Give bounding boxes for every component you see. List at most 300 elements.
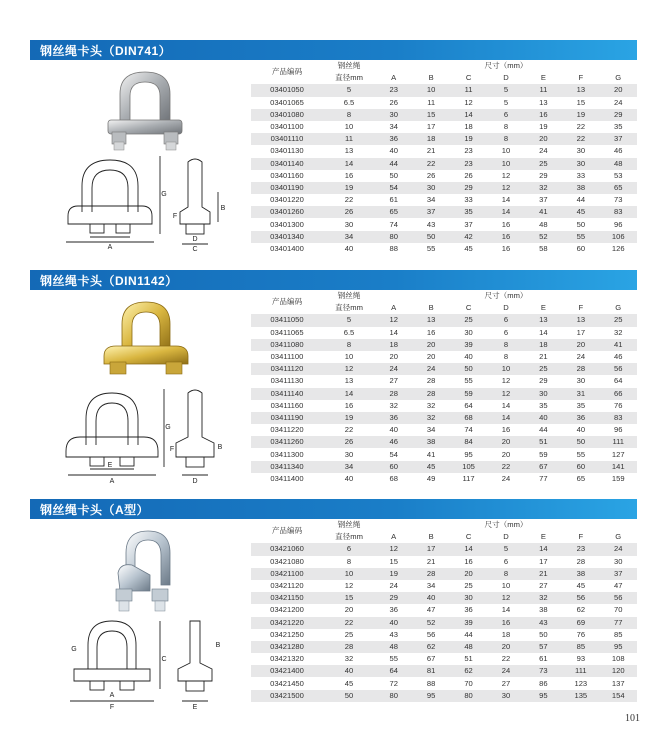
cell-b: 49 [412, 473, 449, 485]
cell-g: 53 [600, 170, 637, 182]
cell-g: 37 [600, 133, 637, 145]
cell-f: 31 [562, 388, 599, 400]
cell-e: 29 [525, 375, 562, 387]
cell-a: 55 [375, 653, 412, 665]
header-rope-bottom: 直径mm [323, 72, 375, 84]
cell-rope-diameter: 30 [323, 448, 375, 460]
cell-g: 85 [600, 629, 637, 641]
header-rope-top: 钢丝绳 [323, 290, 375, 302]
cell-a: 80 [375, 231, 412, 243]
cell-a: 34 [375, 121, 412, 133]
type-a-technical-drawing [60, 611, 232, 711]
cell-rope-diameter: 11 [323, 133, 375, 145]
cell-c: 30 [450, 327, 487, 339]
cell-f: 30 [562, 158, 599, 170]
table-body [251, 84, 637, 255]
cell-e: 35 [525, 400, 562, 412]
section-title: 钢丝绳卡头（DIN1142） [40, 274, 178, 288]
cell-g: 48 [600, 158, 637, 170]
cell-rope-diameter: 12 [323, 580, 375, 592]
header-f: F [562, 531, 599, 543]
cell-b: 20 [412, 351, 449, 363]
cell-a: 36 [375, 412, 412, 424]
cell-d: 6 [487, 556, 524, 568]
dim-label-f: F [169, 446, 175, 453]
cell-code: 03401100 [251, 121, 323, 133]
cell-a: 24 [375, 363, 412, 375]
table-row [251, 424, 637, 436]
cell-g: 96 [600, 424, 637, 436]
cell-code: 03421400 [251, 665, 323, 677]
cell-f: 65 [562, 473, 599, 485]
table-row [251, 568, 637, 580]
cell-g: 56 [600, 363, 637, 375]
table-row [251, 339, 637, 351]
cell-a: 19 [375, 568, 412, 580]
table-row [251, 133, 637, 145]
cell-e: 30 [525, 388, 562, 400]
cell-a: 32 [375, 400, 412, 412]
cell-c: 29 [450, 182, 487, 194]
cell-b: 30 [412, 182, 449, 194]
cell-code: 03421220 [251, 617, 323, 629]
dim-label-c: C [161, 656, 167, 663]
cell-d: 22 [487, 461, 524, 473]
cell-a: 18 [375, 339, 412, 351]
cell-a: 54 [375, 448, 412, 460]
cell-c: 14 [450, 543, 487, 555]
table-row [251, 461, 637, 473]
cell-f: 22 [562, 121, 599, 133]
cell-a: 72 [375, 677, 412, 689]
cell-e: 24 [525, 145, 562, 157]
cell-b: 17 [412, 543, 449, 555]
cell-f: 76 [562, 629, 599, 641]
table-row [251, 665, 637, 677]
cell-code: 03401220 [251, 194, 323, 206]
cell-a: 64 [375, 665, 412, 677]
cell-rope-diameter: 25 [323, 629, 375, 641]
cell-code: 03411080 [251, 339, 323, 351]
header-rope-top: 钢丝绳 [323, 60, 375, 72]
cell-d: 8 [487, 339, 524, 351]
cell-b: 62 [412, 641, 449, 653]
cell-rope-diameter: 16 [323, 170, 375, 182]
cell-f: 15 [562, 97, 599, 109]
header-a: A [375, 72, 412, 84]
table-row [251, 448, 637, 460]
table-row [251, 145, 637, 157]
cell-e: 40 [525, 412, 562, 424]
table-row [251, 351, 637, 363]
cell-rope-diameter: 13 [323, 145, 375, 157]
cell-code: 03421120 [251, 580, 323, 592]
cell-e: 32 [525, 592, 562, 604]
cell-c: 33 [450, 194, 487, 206]
cell-d: 22 [487, 653, 524, 665]
cell-d: 12 [487, 170, 524, 182]
header-product-code: 产品编码 [251, 60, 323, 84]
cell-a: 12 [375, 543, 412, 555]
cell-f: 36 [562, 412, 599, 424]
cell-b: 34 [412, 424, 449, 436]
cell-b: 17 [412, 121, 449, 133]
cell-c: 23 [450, 145, 487, 157]
cell-e: 16 [525, 109, 562, 121]
table-row [251, 84, 637, 96]
cell-code: 03401160 [251, 170, 323, 182]
cell-b: 32 [412, 412, 449, 424]
cell-d: 6 [487, 314, 524, 326]
cell-d: 5 [487, 543, 524, 555]
table-row [251, 231, 637, 243]
cell-b: 26 [412, 170, 449, 182]
cell-b: 45 [412, 461, 449, 473]
cell-a: 88 [375, 243, 412, 255]
cell-g: 154 [600, 690, 637, 702]
cell-rope-diameter: 5 [323, 314, 375, 326]
cell-b: 22 [412, 158, 449, 170]
cell-b: 52 [412, 617, 449, 629]
cell-e: 38 [525, 604, 562, 616]
header-c: C [450, 72, 487, 84]
cell-f: 45 [562, 206, 599, 218]
cell-e: 18 [525, 339, 562, 351]
cell-f: 50 [562, 218, 599, 230]
cell-g: 83 [600, 206, 637, 218]
table-row [251, 629, 637, 641]
dim-label-e: E [192, 704, 198, 711]
spec-table-type-a [251, 519, 637, 702]
table-row [251, 206, 637, 218]
cell-d: 20 [487, 641, 524, 653]
cell-rope-diameter: 10 [323, 568, 375, 580]
cell-a: 28 [375, 388, 412, 400]
table-row [251, 677, 637, 689]
cell-code: 03411140 [251, 388, 323, 400]
dim-label-b: B [220, 205, 226, 212]
table-row [251, 604, 637, 616]
section-header [30, 40, 637, 60]
cell-a: 54 [375, 182, 412, 194]
cell-d: 16 [487, 617, 524, 629]
wire-rope-clip-din741-photo [90, 64, 200, 154]
cell-g: 95 [600, 641, 637, 653]
cell-a: 27 [375, 375, 412, 387]
cell-a: 44 [375, 158, 412, 170]
cell-a: 24 [375, 580, 412, 592]
table-row [251, 158, 637, 170]
cell-d: 18 [487, 629, 524, 641]
cell-a: 68 [375, 473, 412, 485]
cell-d: 27 [487, 677, 524, 689]
table-row [251, 556, 637, 568]
cell-g: 106 [600, 231, 637, 243]
cell-f: 55 [562, 448, 599, 460]
cell-b: 28 [412, 388, 449, 400]
cell-c: 74 [450, 424, 487, 436]
section-header [30, 270, 637, 290]
cell-f: 19 [562, 109, 599, 121]
dim-label-e: E [107, 462, 113, 469]
dim-label-f: F [172, 213, 178, 220]
cell-g: 47 [600, 580, 637, 592]
cell-f: 69 [562, 617, 599, 629]
table-row [251, 436, 637, 448]
cell-c: 16 [450, 556, 487, 568]
cell-b: 95 [412, 690, 449, 702]
cell-e: 51 [525, 436, 562, 448]
cell-f: 111 [562, 665, 599, 677]
cell-c: 62 [450, 665, 487, 677]
cell-c: 50 [450, 363, 487, 375]
cell-code: 03411050 [251, 314, 323, 326]
page-number: 101 [625, 713, 640, 724]
cell-d: 16 [487, 243, 524, 255]
cell-e: 32 [525, 182, 562, 194]
cell-e: 73 [525, 665, 562, 677]
cell-e: 37 [525, 194, 562, 206]
cell-d: 12 [487, 388, 524, 400]
cell-f: 23 [562, 543, 599, 555]
cell-c: 36 [450, 604, 487, 616]
dim-label-f: F [109, 704, 115, 711]
cell-d: 16 [487, 218, 524, 230]
cell-b: 24 [412, 363, 449, 375]
cell-f: 38 [562, 568, 599, 580]
cell-f: 38 [562, 182, 599, 194]
cell-e: 67 [525, 461, 562, 473]
cell-code: 03411130 [251, 375, 323, 387]
cell-a: 46 [375, 436, 412, 448]
cell-g: 32 [600, 327, 637, 339]
section-header [30, 499, 637, 519]
cell-g: 25 [600, 314, 637, 326]
cell-rope-diameter: 22 [323, 424, 375, 436]
cell-rope-diameter: 22 [323, 194, 375, 206]
cell-d: 10 [487, 580, 524, 592]
cell-f: 56 [562, 592, 599, 604]
cell-b: 15 [412, 109, 449, 121]
cell-b: 41 [412, 448, 449, 460]
cell-e: 43 [525, 617, 562, 629]
cell-code: 03401190 [251, 182, 323, 194]
cell-e: 14 [525, 327, 562, 339]
cell-e: 50 [525, 629, 562, 641]
cell-rope-diameter: 8 [323, 556, 375, 568]
dim-label-b: B [215, 642, 221, 649]
table-row [251, 400, 637, 412]
cell-f: 40 [562, 424, 599, 436]
header-g: G [600, 531, 637, 543]
cell-g: 30 [600, 556, 637, 568]
cell-g: 46 [600, 351, 637, 363]
section-din741 [30, 40, 637, 255]
cell-f: 50 [562, 436, 599, 448]
cell-d: 24 [487, 665, 524, 677]
cell-e: 20 [525, 133, 562, 145]
cell-rope-diameter: 50 [323, 690, 375, 702]
cell-b: 21 [412, 556, 449, 568]
cell-rope-diameter: 10 [323, 351, 375, 363]
cell-c: 40 [450, 351, 487, 363]
cell-f: 45 [562, 580, 599, 592]
cell-rope-diameter: 19 [323, 182, 375, 194]
cell-a: 48 [375, 641, 412, 653]
table-row [251, 218, 637, 230]
table-row [251, 641, 637, 653]
table-row [251, 580, 637, 592]
cell-rope-diameter: 5 [323, 84, 375, 96]
cell-e: 29 [525, 170, 562, 182]
cell-c: 84 [450, 436, 487, 448]
cell-f: 93 [562, 653, 599, 665]
cell-f: 60 [562, 461, 599, 473]
cell-d: 14 [487, 412, 524, 424]
cell-c: 19 [450, 133, 487, 145]
cell-a: 36 [375, 133, 412, 145]
cell-d: 10 [487, 363, 524, 375]
cell-rope-diameter: 26 [323, 436, 375, 448]
cell-d: 6 [487, 327, 524, 339]
cell-c: 37 [450, 218, 487, 230]
cell-a: 36 [375, 604, 412, 616]
dim-label-a: A [109, 478, 115, 485]
cell-f: 85 [562, 641, 599, 653]
cell-a: 12 [375, 314, 412, 326]
table-body [251, 543, 637, 701]
cell-f: 28 [562, 363, 599, 375]
cell-e: 11 [525, 84, 562, 96]
cell-code: 03421280 [251, 641, 323, 653]
cell-e: 21 [525, 568, 562, 580]
cell-g: 24 [600, 543, 637, 555]
cell-rope-diameter: 19 [323, 412, 375, 424]
cell-rope-diameter: 20 [323, 604, 375, 616]
table-row [251, 314, 637, 326]
table-row [251, 109, 637, 121]
cell-a: 14 [375, 327, 412, 339]
cell-e: 61 [525, 653, 562, 665]
cell-f: 13 [562, 314, 599, 326]
cell-g: 141 [600, 461, 637, 473]
cell-rope-diameter: 40 [323, 473, 375, 485]
cell-code: 03401340 [251, 231, 323, 243]
cell-e: 57 [525, 641, 562, 653]
cell-b: 11 [412, 97, 449, 109]
cell-code: 03421320 [251, 653, 323, 665]
header-b: B [412, 531, 449, 543]
cell-rope-diameter: 8 [323, 339, 375, 351]
cell-d: 16 [487, 424, 524, 436]
cell-a: 40 [375, 617, 412, 629]
cell-c: 26 [450, 170, 487, 182]
cell-b: 81 [412, 665, 449, 677]
cell-g: 96 [600, 218, 637, 230]
cell-d: 8 [487, 133, 524, 145]
cell-d: 12 [487, 182, 524, 194]
cell-g: 83 [600, 412, 637, 424]
cell-a: 60 [375, 461, 412, 473]
cell-code: 03421250 [251, 629, 323, 641]
cell-rope-diameter: 14 [323, 158, 375, 170]
dim-label-d: D [192, 236, 198, 243]
cell-c: 80 [450, 690, 487, 702]
cell-rope-diameter: 40 [323, 665, 375, 677]
cell-g: 35 [600, 121, 637, 133]
cell-code: 03411400 [251, 473, 323, 485]
cell-g: 24 [600, 97, 637, 109]
cell-b: 16 [412, 327, 449, 339]
cell-code: 03401065 [251, 97, 323, 109]
cell-c: 18 [450, 121, 487, 133]
cell-code: 03421100 [251, 568, 323, 580]
section-title: 钢丝绳卡头（DIN741） [40, 44, 172, 58]
cell-g: 41 [600, 339, 637, 351]
cell-rope-diameter: 10 [323, 121, 375, 133]
cell-g: 70 [600, 604, 637, 616]
cell-d: 12 [487, 592, 524, 604]
cell-e: 41 [525, 206, 562, 218]
header-product-code: 产品编码 [251, 519, 323, 543]
cell-c: 35 [450, 206, 487, 218]
cell-f: 55 [562, 231, 599, 243]
dim-label-a: A [107, 244, 113, 251]
cell-c: 68 [450, 412, 487, 424]
cell-g: 76 [600, 400, 637, 412]
cell-g: 37 [600, 568, 637, 580]
table-row [251, 617, 637, 629]
cell-rope-diameter: 14 [323, 388, 375, 400]
cell-g: 56 [600, 592, 637, 604]
cell-b: 47 [412, 604, 449, 616]
cell-e: 25 [525, 363, 562, 375]
header-e: E [525, 302, 562, 314]
cell-a: 29 [375, 592, 412, 604]
cell-c: 14 [450, 109, 487, 121]
cell-g: 120 [600, 665, 637, 677]
header-b: B [412, 72, 449, 84]
cell-b: 13 [412, 314, 449, 326]
cell-g: 29 [600, 109, 637, 121]
cell-d: 8 [487, 568, 524, 580]
cell-code: 03421150 [251, 592, 323, 604]
header-size: 尺寸（mm） [375, 519, 637, 531]
cell-e: 14 [525, 543, 562, 555]
cell-d: 6 [487, 109, 524, 121]
cell-code: 03401110 [251, 133, 323, 145]
cell-d: 24 [487, 473, 524, 485]
section-din1142 [30, 270, 637, 490]
cell-c: 11 [450, 84, 487, 96]
cell-a: 30 [375, 109, 412, 121]
cell-g: 66 [600, 388, 637, 400]
cell-rope-diameter: 6 [323, 543, 375, 555]
table-row [251, 653, 637, 665]
header-size: 尺寸（mm） [375, 60, 637, 72]
cell-rope-diameter: 32 [323, 653, 375, 665]
din741-technical-drawing [60, 152, 232, 252]
cell-b: 50 [412, 231, 449, 243]
cell-code: 03411160 [251, 400, 323, 412]
cell-g: 64 [600, 375, 637, 387]
cell-e: 86 [525, 677, 562, 689]
header-f: F [562, 302, 599, 314]
cell-f: 28 [562, 556, 599, 568]
cell-e: 48 [525, 218, 562, 230]
table-row [251, 363, 637, 375]
cell-rope-diameter: 40 [323, 243, 375, 255]
